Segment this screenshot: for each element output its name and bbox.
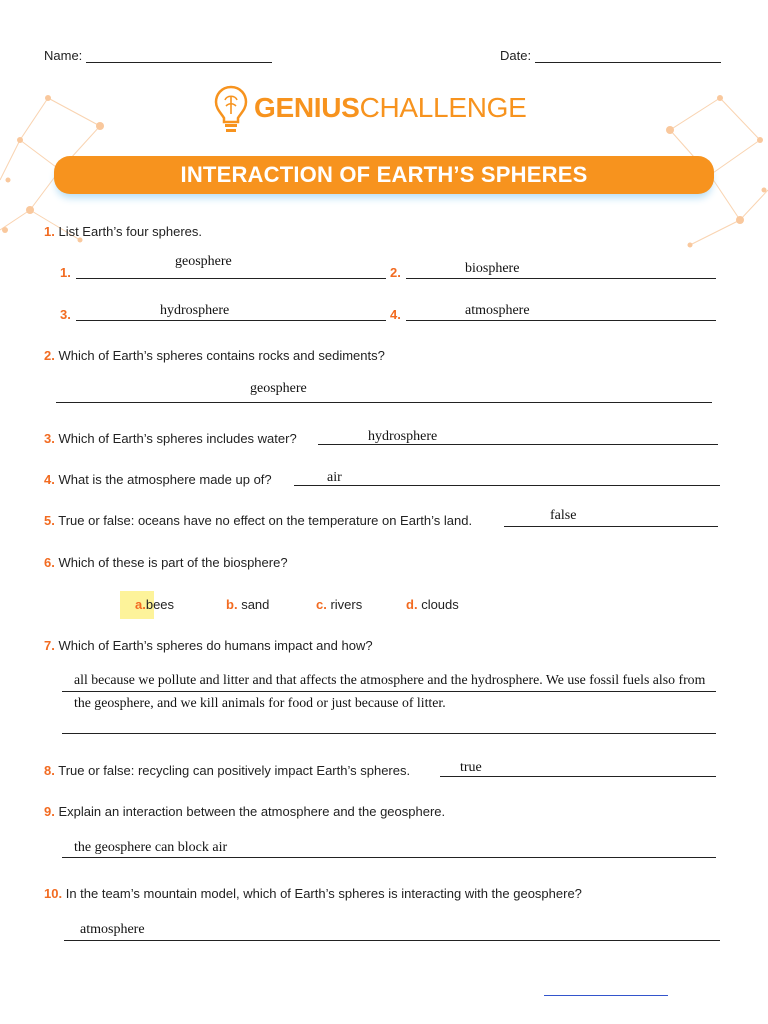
question-6 xyxy=(44,555,288,570)
lightbulb-icon xyxy=(214,84,248,136)
question-10-text: In the team’s mountain model, which of Earth’s spheres is interacting with the geosphere? xyxy=(65,886,582,901)
q1-item-3-number: 3. xyxy=(60,307,71,322)
q5-answer: false xyxy=(550,508,577,523)
question-8-number: 8. xyxy=(44,763,55,778)
q1-item-1-answer: geosphere xyxy=(175,254,232,269)
q1-item-3-answer: hydrosphere xyxy=(160,303,230,318)
title-banner xyxy=(54,156,714,194)
question-4-text: What is the atmosphere made up of? xyxy=(58,472,272,487)
question-5 xyxy=(44,513,472,528)
question-9-number: 9. xyxy=(44,804,55,819)
q6-option-d-label: clouds xyxy=(421,597,459,612)
q6-option-b[interactable] xyxy=(226,597,269,612)
q1-item-1-line[interactable] xyxy=(76,278,386,279)
q7-answer-line-2-text: the geosphere, and we kill animals for food or just because of litter. xyxy=(74,695,446,710)
q1-item-2-line[interactable] xyxy=(406,278,716,279)
q1-item-2-answer: biosphere xyxy=(465,261,520,276)
q10-answer-line[interactable] xyxy=(64,940,720,941)
q1-item-3-line[interactable] xyxy=(76,320,386,321)
question-2-text: Which of Earth’s spheres contains rocks and sediments? xyxy=(58,348,385,363)
question-8 xyxy=(44,763,410,778)
question-4 xyxy=(44,472,272,487)
question-7-text: Which of Earth’s spheres do humans impact and how? xyxy=(58,638,373,653)
logo xyxy=(214,84,554,140)
logo-thin-text: CHALLENGE xyxy=(359,92,527,123)
date-label: Date: xyxy=(500,48,532,63)
q1-item-4-number: 4. xyxy=(390,307,401,322)
logo-bold-text: GENIUS xyxy=(254,92,360,123)
name-blank[interactable] xyxy=(86,48,272,63)
q6-option-c-letter: c. xyxy=(316,597,327,612)
q5-answer-line[interactable] xyxy=(504,526,718,527)
q4-answer-line[interactable] xyxy=(294,485,720,486)
q6-option-c-label: rivers xyxy=(330,597,363,612)
question-10-number: 10. xyxy=(44,886,63,901)
question-8-text: True or false: recycling can positively impact Earth’s spheres. xyxy=(58,763,411,778)
question-9-text: Explain an interaction between the atmosphere and the geosphere. xyxy=(58,804,446,819)
q6-option-a[interactable] xyxy=(135,597,174,612)
question-5-text: True or false: oceans have no effect on the temperature on Earth’s land. xyxy=(58,513,473,528)
q4-answer: air xyxy=(327,470,342,485)
question-7 xyxy=(44,638,373,653)
question-1-number: 1. xyxy=(44,224,55,239)
q1-item-1-number: 1. xyxy=(60,265,71,280)
question-3-text: Which of Earth’s spheres includes water? xyxy=(58,431,297,446)
date-blank[interactable] xyxy=(535,48,721,63)
q6-option-c[interactable] xyxy=(316,597,362,612)
q6-option-a-label: bees xyxy=(145,597,175,612)
q9-answer-line[interactable] xyxy=(62,857,716,858)
q6-option-b-letter: b. xyxy=(226,597,238,612)
question-3-number: 3. xyxy=(44,431,55,446)
q6-option-d[interactable] xyxy=(406,597,459,612)
q6-option-a-letter: a. xyxy=(135,597,146,612)
page-title: INTERACTION OF EARTH’S SPHERES xyxy=(180,162,588,187)
name-label: Name: xyxy=(44,48,83,63)
question-1 xyxy=(44,224,202,239)
footer-link-underline[interactable] xyxy=(544,995,668,996)
question-6-number: 6. xyxy=(44,555,55,570)
q1-item-2-number: 2. xyxy=(390,265,401,280)
q2-answer-line[interactable] xyxy=(56,402,712,403)
question-7-number: 7. xyxy=(44,638,55,653)
name-field xyxy=(44,48,272,63)
question-2 xyxy=(44,348,385,363)
q7-answer-line-2[interactable] xyxy=(62,733,716,734)
question-5-number: 5. xyxy=(44,513,55,528)
q8-answer: true xyxy=(460,760,482,775)
date-field xyxy=(500,48,721,63)
question-9 xyxy=(44,804,445,819)
question-2-number: 2. xyxy=(44,348,55,363)
question-6-text: Which of these is part of the biosphere? xyxy=(58,555,288,570)
q10-answer: atmosphere xyxy=(80,922,145,937)
q6-option-d-letter: d. xyxy=(406,597,418,612)
question-4-number: 4. xyxy=(44,472,55,487)
question-3 xyxy=(44,431,297,446)
q7-answer-line-1-text: all because we pollute and litter and that affects the atmosphere and the hydrosphere. We use fossil fuels also from xyxy=(74,672,706,687)
q1-item-4-line[interactable] xyxy=(406,320,716,321)
question-10 xyxy=(44,886,582,901)
q8-answer-line[interactable] xyxy=(440,776,716,777)
q3-answer: hydrosphere xyxy=(368,429,438,444)
question-1-text: List Earth’s four spheres. xyxy=(58,224,203,239)
q6-option-b-label: sand xyxy=(241,597,270,612)
q9-answer: the geosphere can block air xyxy=(74,840,228,855)
q1-item-4-answer: atmosphere xyxy=(465,303,530,318)
q7-answer-line-1[interactable] xyxy=(62,691,716,692)
logo-text xyxy=(254,92,526,124)
q2-answer: geosphere xyxy=(250,381,307,396)
